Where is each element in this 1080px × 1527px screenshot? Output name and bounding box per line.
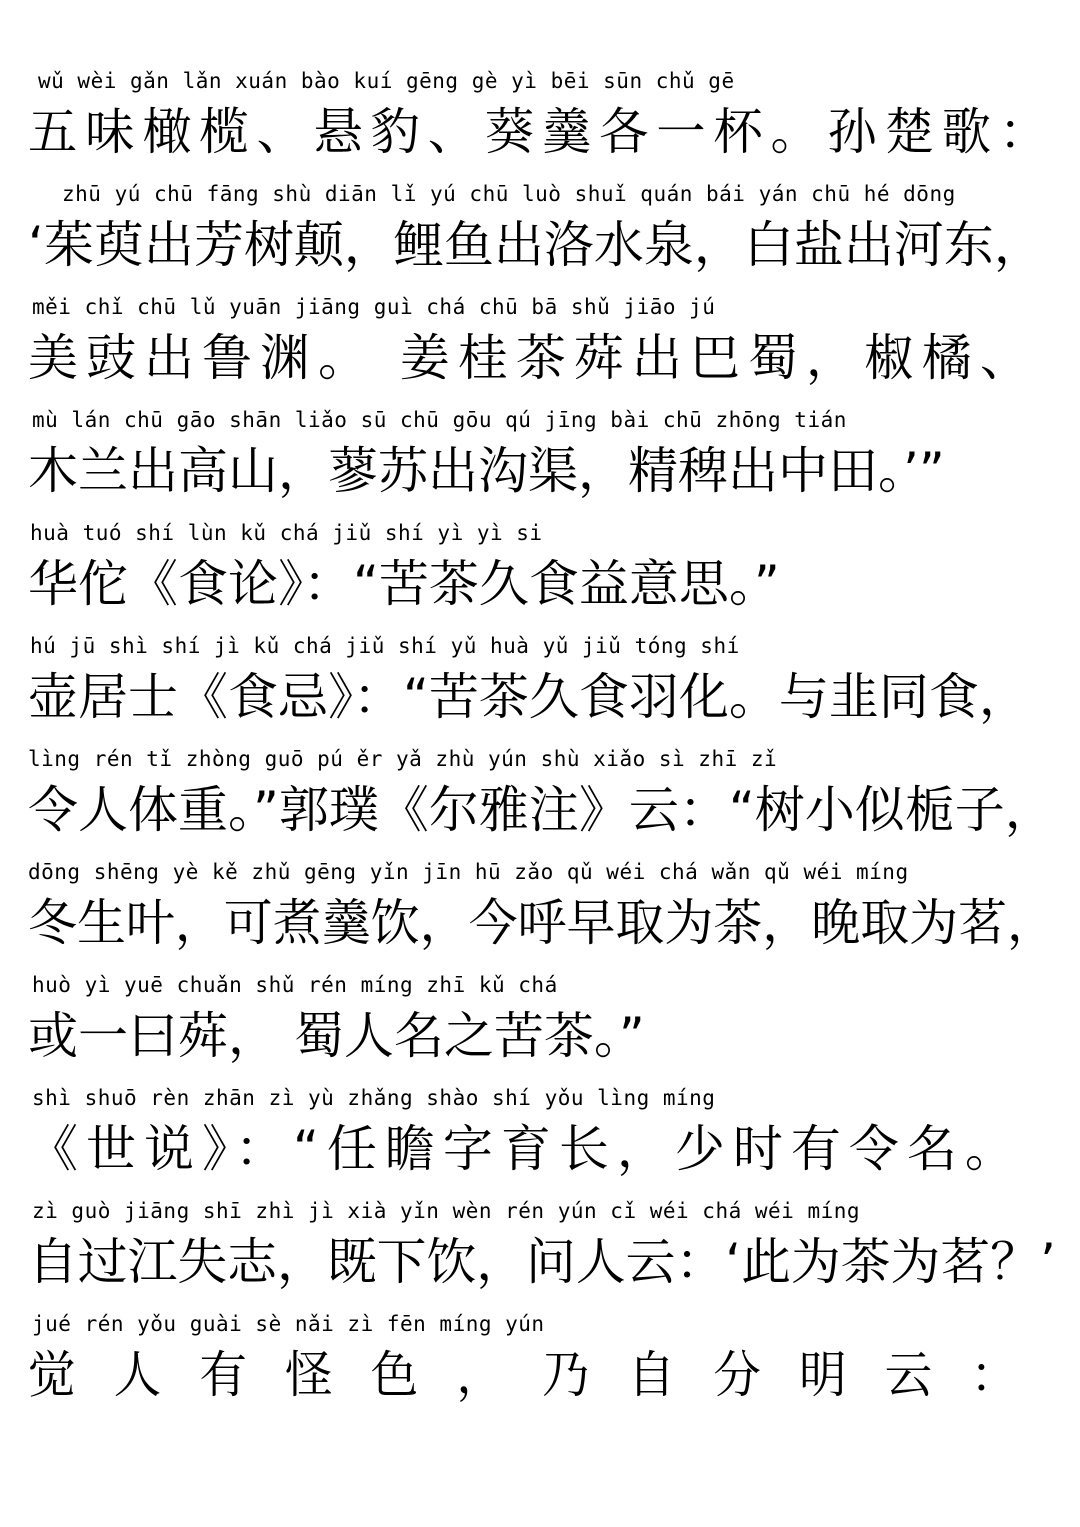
hanzi-row: 或一曰荈， 蜀人名之苦茶。”	[28, 1007, 645, 1065]
hanzi-row: 木兰出高山，蓼苏出沟渠，精稗出中田。’”	[28, 442, 945, 500]
text-line-10	[0, 1083, 1080, 1196]
pinyin-row: wǔ wèi gǎn lǎn xuán bào kuí gēng gè yì bēi sūn chǔ gē	[38, 69, 735, 93]
pinyin-row: zì guò jiāng shī zhì jì xià yǐn wèn rén yún cǐ wéi chá wéi míng	[32, 1199, 861, 1223]
hanzi-row: 冬生叶，可煮羹饮，今呼早取为茶，晚取为茗，	[28, 894, 1056, 952]
text-line-3	[0, 292, 1080, 405]
text-line-5	[0, 518, 1080, 631]
pinyin-row: dōng shēng yè kě zhǔ gēng yǐn jīn hū zǎo qǔ wéi chá wǎn qǔ wéi míng	[28, 860, 909, 884]
hanzi-row: 五味橄榄、悬豹、葵羹各一杯。孙楚歌：	[28, 103, 1056, 161]
text-line-6	[0, 631, 1080, 744]
pinyin-row: lìng rén tǐ zhòng guō pú ěr yǎ zhù yún shù xiǎo sì zhī zǐ	[28, 747, 778, 771]
text-line-7	[0, 744, 1080, 857]
pinyin-row: huò yì yuē chuǎn shǔ rén míng zhī kǔ chá	[32, 973, 558, 997]
pinyin-row: zhū yú chū fāng shù diān lǐ yú chū luò shuǐ quán bái yán chū hé dōng	[62, 182, 956, 206]
text-line-2	[0, 179, 1080, 292]
text-line-9	[0, 970, 1080, 1083]
pinyin-row: shì shuō rèn zhān zì yù zhǎng shào shí yǒu lìng míng	[32, 1086, 716, 1110]
hanzi-row: 美豉出鲁渊。 姜桂茶荈出巴蜀，椒橘、	[28, 329, 1038, 387]
hanzi-row: 自过江失志，既下饮，问人云：‘此为茶为茗？’	[28, 1233, 1056, 1291]
pinyin-row: huà tuó shí lùn kǔ chá jiǔ shí yì yì si	[30, 521, 543, 545]
text-line-11	[0, 1196, 1080, 1309]
hanzi-row: 华佗《食论》：“苦茶久食益意思。”	[28, 555, 780, 613]
text-line-1	[0, 66, 1080, 179]
pinyin-row: hú jū shì shí jì kǔ chá jiǔ shí yǔ huà yǔ jiǔ tóng shí	[30, 634, 740, 658]
hanzi-row: 《世说》：“任瞻字育长，少时有令名。	[28, 1120, 1023, 1178]
text-line-4	[0, 405, 1080, 518]
text-line-8	[0, 857, 1080, 970]
hanzi-row: 壶居士《食忌》：“苦茶久食羽化。与韭同食，	[28, 668, 1029, 726]
hanzi-row: 令人体重。”郭璞《尔雅注》云：“树小似栀子，	[28, 781, 1055, 839]
pinyin-row: jué rén yǒu guài sè nǎi zì fēn míng yún	[32, 1312, 545, 1336]
pinyin-row: měi chǐ chū lǔ yuān jiāng guì chá chū bā shǔ jiāo jú	[32, 295, 716, 319]
hanzi-row: 觉人有怪色，乃自分明云：	[28, 1346, 1056, 1404]
text-line-12	[0, 1309, 1080, 1422]
hanzi-row: ‘茱萸出芳树颠，鲤鱼出洛水泉，白盐出河东，	[28, 216, 1044, 274]
pinyin-row: mù lán chū gāo shān liǎo sū chū gōu qú jīng bài chū zhōng tián	[32, 408, 847, 432]
